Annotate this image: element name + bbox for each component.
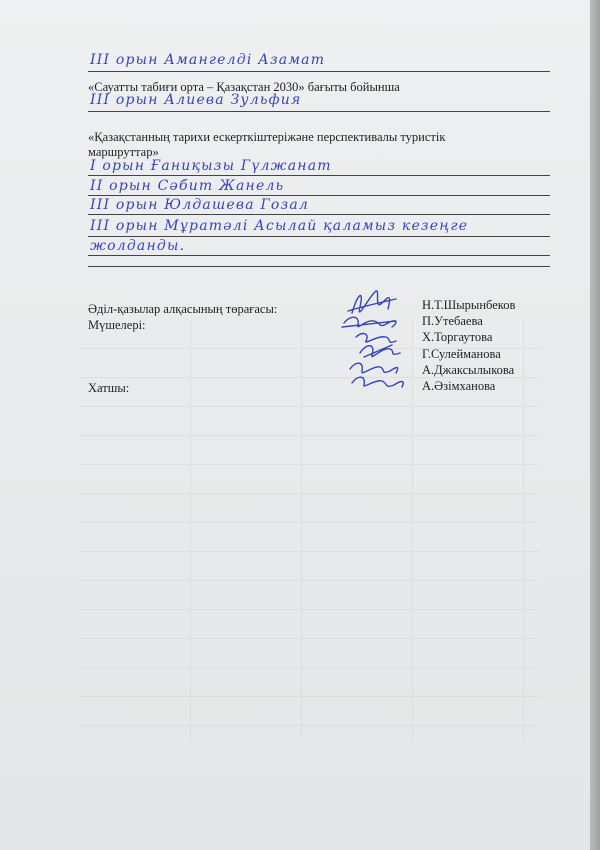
rule-line [88, 111, 550, 112]
handwritten-line-4: II орын Сәбит Жанель [90, 178, 285, 194]
jury-name: Н.Т.Шырынбеков [422, 298, 516, 312]
rule-line [88, 195, 550, 196]
jury-name: Г.Сулейманова [422, 346, 501, 361]
jury-name: А.Джаксылыкова [422, 362, 515, 377]
signatures-image [330, 285, 420, 395]
handwritten-line-6: III орын Мұратәлі Асылай қаламыз кезеңге [90, 218, 469, 234]
jury-names-list [422, 297, 515, 394]
rule-line [88, 71, 550, 72]
handwritten-line-3: I орын Ғаниқызы Гүлжанат [90, 158, 332, 174]
handwritten-line-5: III орын Юлдашева Гозал [90, 197, 310, 213]
chair-label: Әділ-қазылар алқасының төрағасы: [88, 302, 278, 316]
secretary-label: Хатшы: [88, 381, 130, 395]
direction-1-text: «Сауатты табиғи орта – Қазақстан 2030» бағыты бойынша [88, 80, 400, 94]
rule-line [88, 255, 550, 256]
jury-name: А.Әзімханова [422, 379, 496, 394]
handwritten-line-2: III орын Алиева Зульфия [90, 92, 302, 108]
rule-line [88, 236, 550, 237]
jury-name: П.Утебаева [422, 314, 483, 329]
rule-line [88, 266, 550, 267]
rule-line [88, 175, 550, 176]
direction-2-text-line-1: «Қазақстанның тарихи ескерткіштеріжәне перспективалы туристік [88, 130, 446, 144]
rule-line [88, 214, 550, 215]
handwritten-line-7: жолданды. [90, 238, 186, 254]
page-edge-shadow [590, 0, 600, 850]
handwritten-line-1: III орын Амангелді Азамат [90, 52, 326, 68]
direction-2-text-line-2: маршруттар» [88, 145, 159, 159]
jury-name: Х.Торгаутова [422, 330, 493, 345]
members-label: Мүшелері: [88, 318, 146, 332]
